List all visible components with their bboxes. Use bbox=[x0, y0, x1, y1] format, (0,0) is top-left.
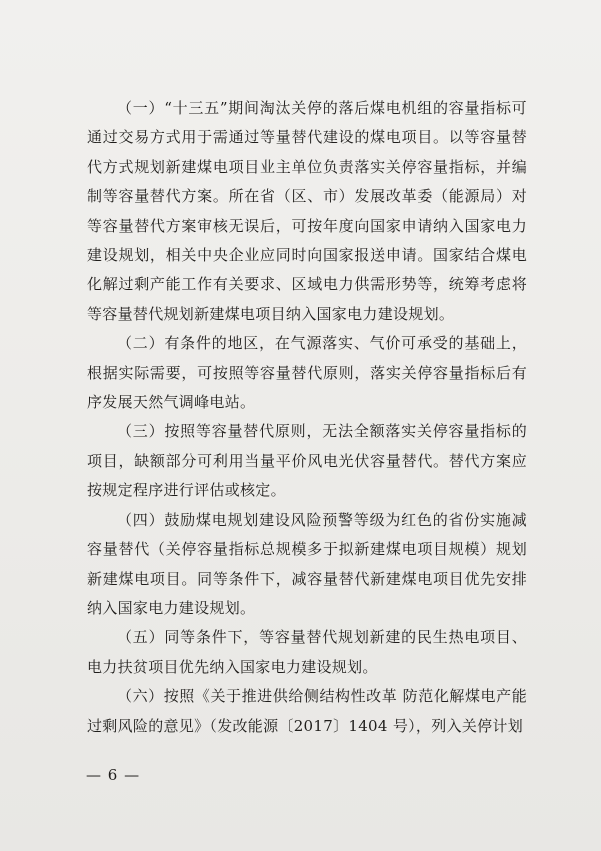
paragraph-5: （五）同等条件下，等容量替代规划新建的民生热电项目、电力扶贫项目优先纳入国家电力建设规划。 bbox=[87, 628, 527, 676]
paragraph-4: （四）鼓励煤电规划建设风险预警等级为红色的省份实施减容量替代（关停容量指标总规模多于拟新建煤电项目规模）规划新建煤电项目。同等条件下，减容量替代新建煤电项目优先安排纳入国家电力建设规划。 bbox=[87, 510, 527, 617]
paragraph-3: （三）按照等容量替代原则，无法全额落实关停容量指标的项目，缺额部分可利用当量平价风电光伏容量替代。替代方案应按规定程序进行评估或核定。 bbox=[87, 422, 527, 500]
paragraph-2: （二）有条件的地区，在气源落实、气价可承受的基础上，根据实际需要，可按照等容量替代原则，落实关停容量指标后有序发展天然气调峰电站。 bbox=[87, 334, 527, 412]
paragraph-6: （六）按照《关于推进供给侧结构性改革 防范化解煤电产能过剩风险的意见》（发改能源〔2017〕1404 号），列入关停计划 bbox=[87, 687, 527, 735]
paragraph-1: （一）“十三五”期间淘汰关停的落后煤电机组的容量指标可通过交易方式用于需通过等量替代建设的煤电项目。以等容量替代方式规划新建煤电项目业主单位负责落实关停容量指标，并编制等容量替代方案。所在省（区、市）发展改革委（能源局）对等容量替代方案审核无误后，可按年度向国家申请纳入国家电力建设规划，相关中央企业应同时向国家报送申请。国家结合煤电化解过剩产能工作有关要求、区域电力供需形势等，统筹考虑将等容量替代规划新建煤电项目纳入国家电力建设规划。 bbox=[87, 99, 527, 323]
page-number: — 6 — bbox=[86, 766, 141, 784]
body-text bbox=[87, 94, 527, 741]
